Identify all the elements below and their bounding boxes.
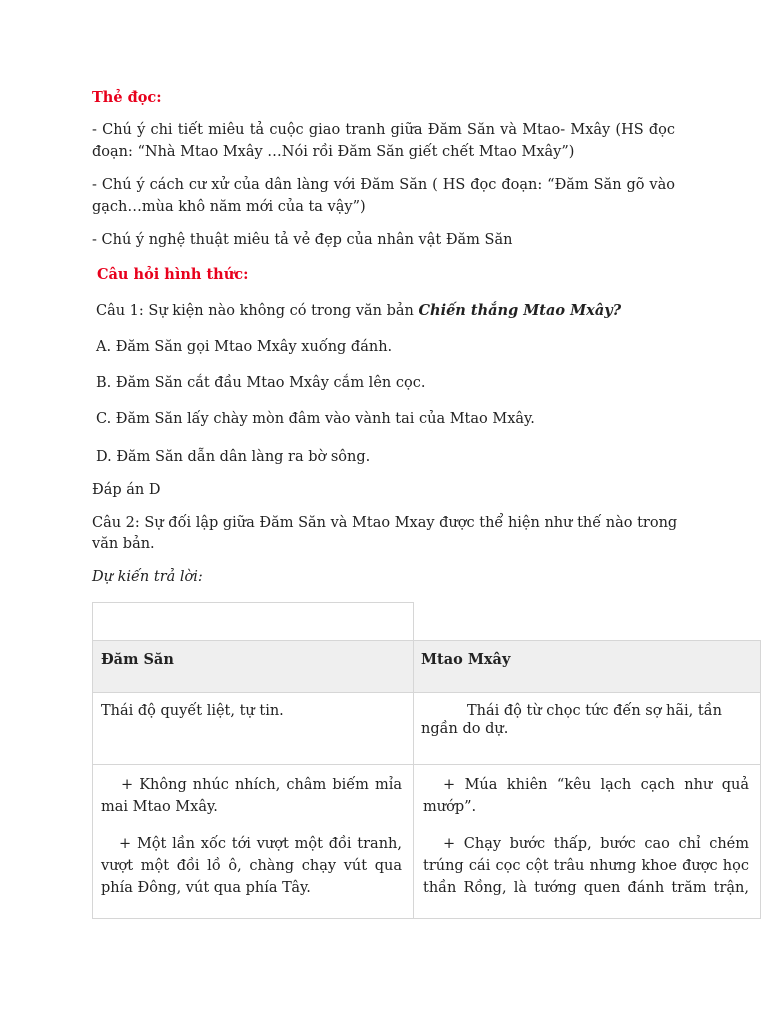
form-questions-heading: Câu hỏi hình thức: xyxy=(97,266,249,283)
dam-san-detail-2-line-1: + Một lần xốc tới vượt một đồi tranh, xyxy=(119,836,402,852)
dam-san-detail-1-line-1: + Không nhúc nhích, châm biếm mỉa xyxy=(121,777,402,793)
dam-san-attitude: Thái độ quyết liệt, tự tin. xyxy=(101,703,284,719)
question-2-line-2: văn bản. xyxy=(92,536,155,552)
table-empty-top-cell xyxy=(92,602,414,641)
reading-note-3: - Chú ý nghệ thuật miêu tả vẻ đẹp của nhân vật Đăm Săn xyxy=(92,232,513,248)
reading-note-2-line-2: gạch…mùa khô năm mới của ta vậy”) xyxy=(92,199,366,215)
mtao-mxay-detail-2-line-1: + Chạy bước thấp, bước cao chỉ chém xyxy=(443,836,749,852)
question-1 xyxy=(96,300,621,322)
answer-text: Đáp án D xyxy=(92,482,161,498)
mtao-mxay-detail-2-line-3: thần Rồng, là tướng quen đánh trăm trận, xyxy=(423,880,749,896)
dam-san-detail-2-line-3: phía Đông, vút qua phía Tây. xyxy=(101,880,311,896)
expected-answer-label: Dự kiến trả lời: xyxy=(92,569,203,585)
dam-san-detail-1-line-2: mai Mtao Mxây. xyxy=(101,799,218,815)
mtao-mxay-detail-1-line-2: mướp”. xyxy=(423,799,477,815)
option-a: A. Đăm Săn gọi Mtao Mxây xuống đánh. xyxy=(96,339,393,355)
option-d: D. Đăm Săn dẫn dân làng ra bờ sông. xyxy=(96,449,371,465)
reading-note-1-line-2: đoạn: “Nhà Mtao Mxây …Nói rồi Đăm Săn giết chết Mtao Mxây”) xyxy=(92,144,575,160)
question-2-line-1: Câu 2: Sự đối lập giữa Đăm Săn và Mtao Mxay được thể hiện như thế nào trong xyxy=(92,515,678,531)
reading-note-1-line-1: - Chú ý chi tiết miêu tả cuộc giao tranh giữa Đăm Săn và Mtao- Mxây (HS đọc xyxy=(92,122,675,138)
mtao-mxay-detail-2-line-2: trúng cái cọc cột trâu nhưng khoe được học xyxy=(423,858,749,874)
header-dam-san: Đăm Săn xyxy=(101,651,174,668)
option-b: B. Đăm Săn cắt đầu Mtao Mxây cắm lên cọc. xyxy=(96,375,426,391)
question-1-title: Chiến thắng Mtao Mxây? xyxy=(418,302,622,319)
question-1-prefix: Câu 1: Sự kiện nào không có trong văn bản xyxy=(96,303,419,319)
mtao-mxay-detail-1-line-1: + Múa khiên “kêu lạch cạch như quả xyxy=(443,777,749,793)
reading-card-heading: Thẻ đọc: xyxy=(92,89,162,106)
mtao-mxay-attitude-line-2: ngần do dự. xyxy=(421,721,509,737)
option-c: C. Đăm Săn lấy chày mòn đâm vào vành tai của Mtao Mxây. xyxy=(96,411,535,427)
header-mtao-mxay: Mtao Mxây xyxy=(421,651,511,668)
dam-san-detail-2-line-2: vượt một đồi lồ ô, chàng chạy vút qua xyxy=(101,858,402,874)
reading-note-2-line-1: - Chú ý cách cư xử của dân làng với Đăm Săn ( HS đọc đoạn: “Đăm Săn gõ vào xyxy=(92,177,675,193)
mtao-mxay-attitude-line-1: Thái độ từ chọc tức đến sợ hãi, tần xyxy=(467,703,722,719)
